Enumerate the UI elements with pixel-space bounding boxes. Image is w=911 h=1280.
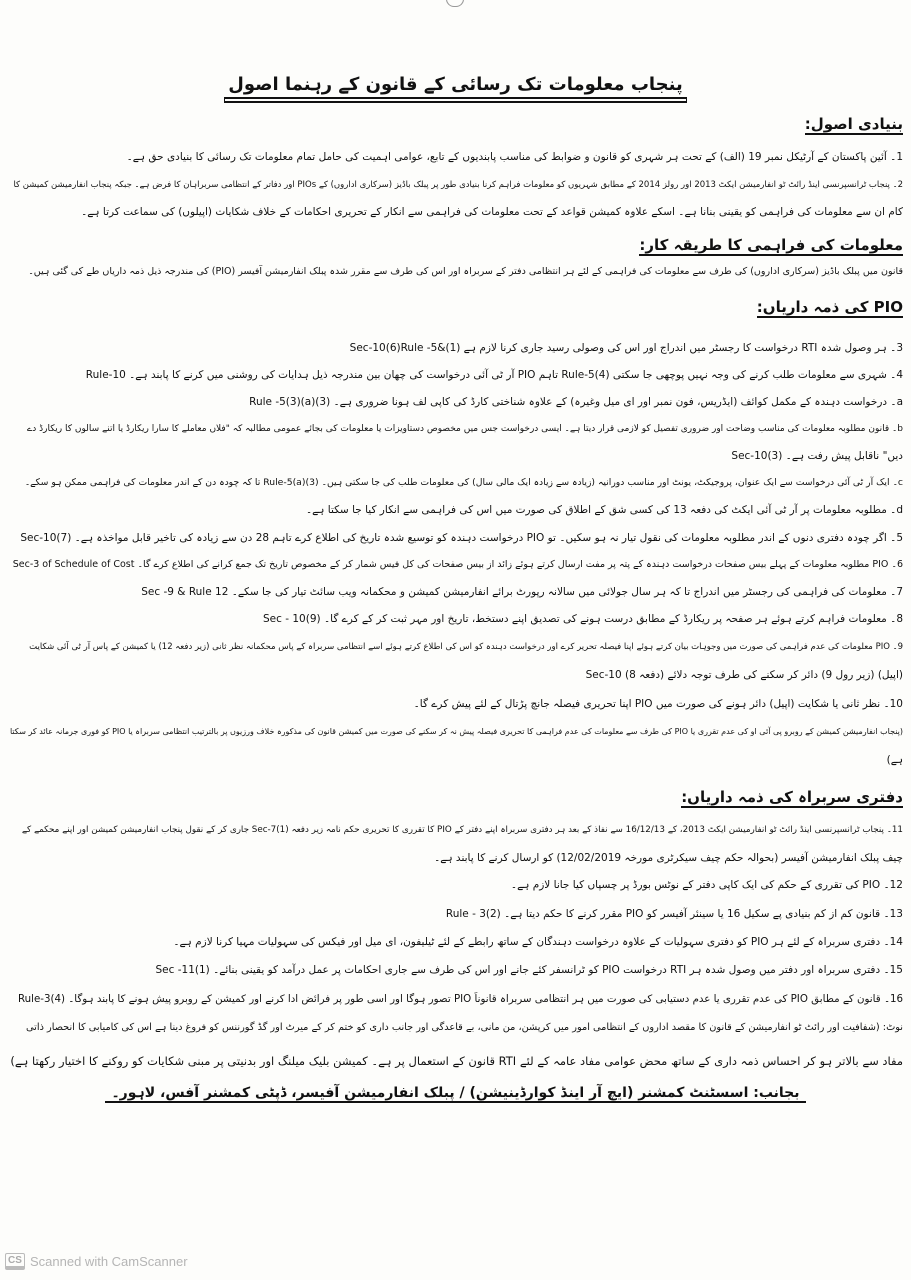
- pio-line-4: 4۔ شہری سے معلومات طلب کرنے کی وجہ نہیں پوچھی جا سکتی Rule-5(4) تاہم PIO آر ٹی آئی درخواست کی چھان بین مندرجہ ذیل ہدایات کی روشنی میں کرنے کا پابند ہے۔ Rule-10: [85, 369, 903, 381]
- head-line-11: 11۔ پنجاب ٹرانسپرنسی اینڈ رائٹ ٹو انفارمیشن ایکٹ 2013، کے 16/12/13 سے نفاذ کے بعد ہر دفتری سربراہ اپنے دفتر کے PIO کا تقرری کا تحریری حکم نامہ زیر دفعہ Sec-7(1) جاری کر کے نقول پنجاب انفارمیشن کمیشن اور اپنے محکمے کے: [21, 825, 903, 835]
- head-line-16: 16۔ قانون کے مطابق PIO کی عدم تقرری یا عدم دستیابی کی صورت میں ہر انتظامی سربراہ قانوناً PIO تصور ہوگا اور اسی طور پر فرائض ادا کرنے اور کمیشن کے روبرو پیش ہونے کا پابند ہوگا۔ Rule-3(4): [17, 993, 903, 1005]
- document-title: پنجاب معلومات تک رسائی کے قانون کے رہنما اصول: [0, 70, 911, 100]
- pio-line-3: 3۔ ہر وصول شدہ RTI درخواست کا رجسٹر میں اندراج اور اس کی وصولی رسید جاری کرنا لازم ہے (1)&Sec-10(6)Rule -5: [349, 342, 903, 354]
- pio-line-10: 10۔ نظر ثانی یا شکایت (اپیل) دائر ہونے کی صورت میں PIO اپنا تحریری فیصلہ جانچ پڑتال کے لئے پیش کرے گا۔: [413, 698, 903, 710]
- heading-pio-duties: PIO کی ذمہ داریاں:: [756, 298, 903, 316]
- procedure-line-1: قانون میں پبلک باڈیز (سرکاری اداروں) کی طرف سے معلومات کی فراہمی کے لئے ہر انتظامی دفتر کے سربراہ اور اس کی طرف سے مقرر شدہ پبلک انفارمیشن آفیسر (PIO) کی مندرجہ ذیل ذمہ داریاں طے کی گئی ہیں۔: [28, 266, 903, 277]
- heading-head-duties: دفتری سربراہ کی ذمہ داریاں:: [681, 788, 903, 806]
- pio-line-4d: d۔ مطلوبہ معلومات پر آر ٹی آئی ایکٹ کی دفعہ 13 کی کسی شق کے اطلاق کی صورت میں اس کی فراہمی سے انکار کیا جا سکتا ہے۔: [305, 504, 903, 516]
- scan-artifact: [446, 0, 464, 7]
- signature-line: بجانب: اسسٹنٹ کمشنر (ایچ آر اینڈ کوارڈینیشن) / پبلک انفارمیشن آفیسر، ڈپٹی کمشنر آفس، لاہور۔: [0, 1082, 911, 1104]
- pio-line-5: 5۔ اگر چودہ دفتری دنوں کے اندر مطلوبہ معلومات کی نقول تیار نہ ہو سکیں۔ تو PIO درخواست دہندہ کو توسیع شدہ تاریخ کی اطلاع کرے تاہم 28 دن سے زیادہ کی تاخیر قابل مواخذہ ہے۔ Sec-10(7): [20, 532, 903, 544]
- note-line-1: نوٹ: (شفافیت اور رائٹ ٹو انفارمیشن کے قانون کا مقصد اداروں کے انتظامی امور میں کرپشن، من مانی، بے قاعدگی اور جانب داری کو ختم کر کے میرٹ اور گڈ گورننس کو فروغ دینا ہے اس کی کامیابی کا انحصار ذاتی: [26, 1022, 903, 1033]
- pio-line-4a: a۔ درخواست دہندہ کے مکمل کوائف (ایڈریس، فون نمبر اور ای میل وغیرہ) کے علاوہ شناختی کارڈ کی کاپی لف ہونا ضروری ہے۔ Rule -5(3)(a)(3): [249, 396, 903, 408]
- head-line-12: 12۔ PIO کی تقرری کے حکم کی ایک کاپی دفتر کے نوٹس بورڈ پر چسپاں کیا جانا لازم ہے۔: [510, 879, 903, 891]
- basic-line-1: 1۔ آئین پاکستان کے آرٹیکل نمبر 19 (الف) کے تحت ہر شہری کو قانون و ضوابط کی مناسب پابندیوں کے تابع، عوامی اہمیت کی حامل تمام معلومات تک رسائی کا بنیادی حق ہے۔: [126, 151, 903, 163]
- pio-line-9-cont: (اپیل) (زیر رول 9) دائر کر سکنے کی طرف توجہ دلائے (دفعہ 8) Sec-10: [585, 669, 903, 681]
- pio-penalty-note-end: ہے): [886, 754, 903, 766]
- head-line-11-cont: چیف پبلک انفارمیشن آفیسر (بحوالہ حکم چیف سیکرٹری مورخہ 12/02/2019) کو ارسال کرنے کا پابند ہے۔: [434, 852, 903, 864]
- pio-penalty-note: (پنجاب انفارمیشن کمیشن کے روبرو پی آئی او کی عدم تقرری یا PIO کی طرف سے معلومات کی عدم فراہمی کا تحریری فیصلہ پیش نہ کر سکنے کی صورت میں کمیشن قانون کی مذکورہ خلاف ورزیوں پر بالترتیب انتظامی سربراہ یا PIO کو فوری جرمانہ عائد کر سکتا: [9, 727, 903, 736]
- heading-procedure: معلومات کی فراہمی کا طریقہ کار:: [639, 236, 903, 254]
- pio-line-4c: c۔ ایک آر ٹی آئی درخواست سے ایک عنوان، پروجیکٹ، یونٹ اور مناسب دورانیہ (زیادہ سے زیادہ ایک مالی سال) کی معلومات طلب کی جا سکتی ہیں۔ Rule-5(a)(3) تا کہ چودہ دن کے اندر معلومات کی فراہمی ممکن ہو سکے۔: [24, 477, 903, 488]
- pio-line-6: 6۔ PIO مطلوبہ معلومات کے پہلے بیس صفحات درخواست دہندہ کے پتہ پر مفت ارسال کرتے ہوئے زائد از بیس صفحات کی کل فیس شمار کر کے مخصوص تاریخ تک جمع کرانے کی اطلاع کرے گا۔ Sec-3 of Schedule of Cost: [12, 559, 903, 570]
- head-line-15: 15۔ دفتری سربراہ اور دفتر میں وصول شدہ ہر RTI درخواست PIO کو ٹرانسفر کئے جانے اور اس کی طرف سے جاری احکامات پر عمل درآمد کو یقینی بنائے۔ Sec -11(1): [155, 964, 903, 976]
- pio-line-4b-cont: دیں" ناقابل پیش رفت ہے۔ Sec-10(3): [731, 450, 903, 462]
- note-line-2: مفاد سے بالاتر ہو کر احساس ذمہ داری کے ساتھ محض عوامی مفاد عامہ کے لئے RTI قانون کے استعمال پر ہے۔ کمیشن بلیک میلنگ اور بدنیتی پر مبنی شکایات کو روکنے کا اختیار رکھتا ہے): [10, 1054, 903, 1068]
- camscanner-watermark: Scanned with CamScanner: [30, 1254, 188, 1269]
- heading-basic-principles: بنیادی اصول:: [804, 115, 903, 133]
- pio-line-8: 8۔ معلومات فراہم کرتے ہوئے ہر صفحہ پر ریکارڈ کے مطابق درست ہونے کی تصدیق اپنے دستخط، تاریخ اور مہر ثبت کر کے کرے گا۔ Sec - 10(9): [263, 613, 903, 625]
- head-line-13: 13۔ قانون کم از کم بنیادی پے سکیل 16 یا سینئر آفیسر کو PIO مقرر کرنے کا حکم دیتا ہے۔ Rule - 3(2): [445, 908, 903, 920]
- head-line-14: 14۔ دفتری سربراہ کے لئے ہر PIO کو دفتری سہولیات کے علاوہ درخواست دہندگان کے ساتھ رابطے کے لئے ٹیلیفون، ای میل اور فیکس کی سہولیات مہیا کرنا لازم ہے۔: [173, 936, 903, 948]
- pio-line-4b: b۔ قانون مطلوبہ معلومات کی مناسب وضاحت اور ضروری تفصیل کو لازمی قرار دیتا ہے۔ ایسی درخواست جس میں مخصوص دستاویزات یا معلومات کی بجائے عمومی مطالبہ کہ "فلاں معاملے کا سارا ریکارڈ یا اتنے سالوں کا ریکارڈ دے: [27, 424, 903, 434]
- basic-line-3: کام ان سے معلومات کی فراہمی کو یقینی بنانا ہے۔ اسکے علاوہ کمیشن قواعد کے تحت معلومات کی فراہمی سے انکار کے تحریری احکامات کے خلاف شکایات (اپیلوں) کی سماعت کرتا ہے۔: [81, 206, 903, 218]
- pio-line-9: 9۔ PIO معلومات کی عدم فراہمی کی صورت میں وجوہات بیان کرتے ہوئے اپنا فیصلہ تحریر کرے اور درخواست دہندہ کو اس کی اطلاع کرتے ہوئے اسے انتظامی سربراہ کے پاس محکمانہ نظر ثانی (زیر دفعہ 12) یا کمیشن کے پاس آر ٹی آئی شکایت: [29, 642, 903, 652]
- basic-line-2: 2۔ پنجاب ٹرانسپرنسی اینڈ رائٹ ٹو انفارمیشن ایکٹ 2013 اور رولز 2014 کے مطابق شہریوں کو معلومات فراہم کرنا بنیادی طور پر پبلک باڈیز (سرکاری اداروں) کے PIOs اور دفاتر کے انتظامی سربراہان کا فرض ہے۔ جبکہ پنجاب انفارمیشن کمیشن کا: [13, 180, 903, 190]
- camscanner-logo-icon: CS: [5, 1253, 25, 1270]
- pio-line-7: 7۔ معلومات کی فراہمی کی رجسٹر میں اندراج تا کہ ہر سال جولائی میں سالانہ رپورٹ برائے انفارمیشن کمیشن و محکمانہ ویب سائٹ تیار کی جا سکے۔ Sec -9 & Rule 12: [141, 586, 903, 598]
